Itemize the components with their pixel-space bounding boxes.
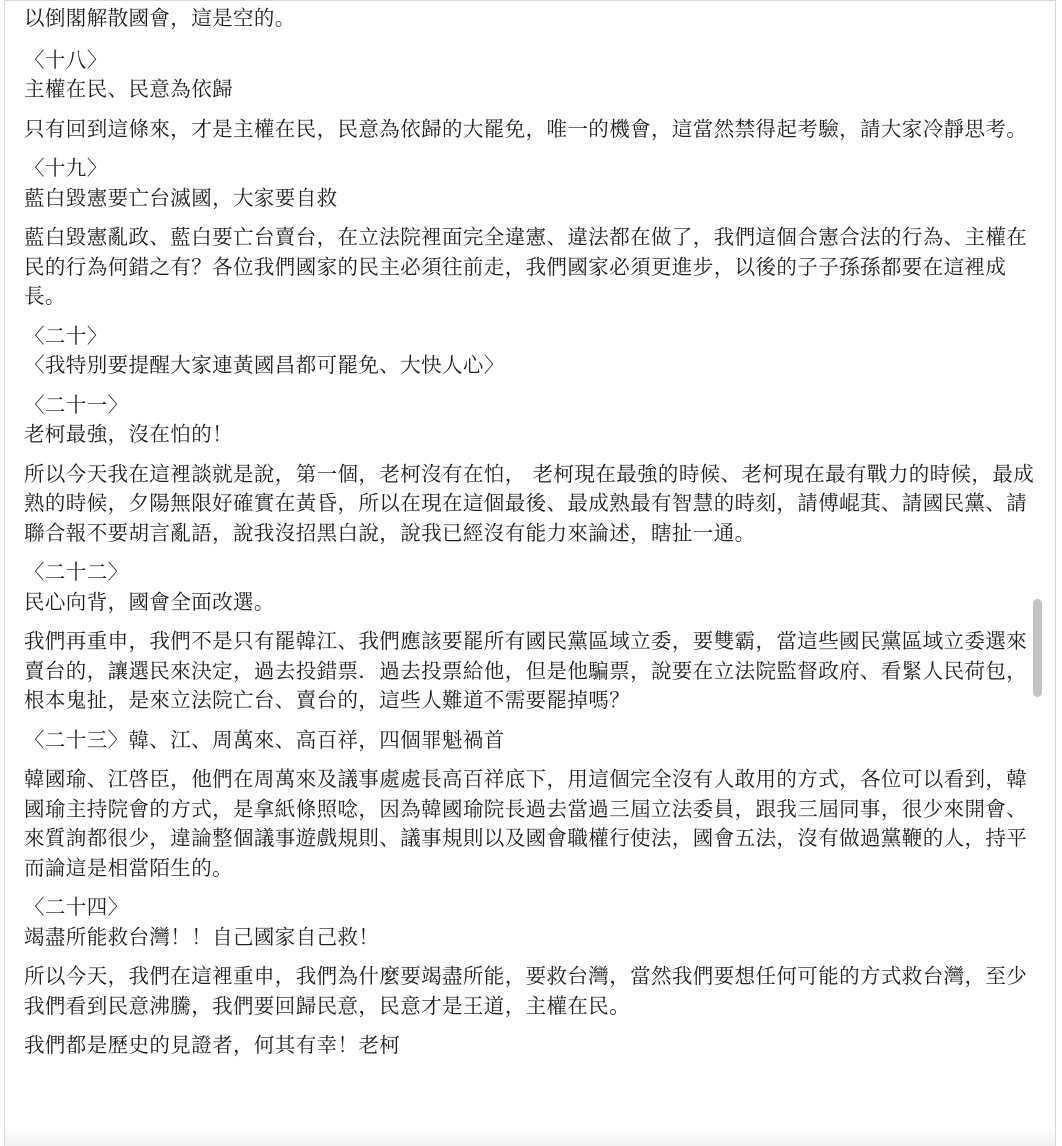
section-title-20: 〈我特別要提醒大家連黃國昌都可罷免、大快人心〉: [24, 353, 505, 377]
bottom-fade: [5, 1126, 1055, 1146]
paragraph: 韓國瑜、江啓臣，他們在周萬來及議事處處長高百祥底下，用這個完全沒有人敢用的方式，各位可以看到，韓國瑜主持院會的方式，是拿紙條照唸，因為韓國瑜院長過去當過三屆立法委員，跟我三屆同事，很少來開會、來質詢都很少，違論整個議事遊戲規則、議事規則以及國會職權行使法，國會五法，沒有做過黨鞭的人，持平而論這是相當陌生的。: [24, 767, 1028, 880]
post-signature: 我們都是歷史的見證者，何其有幸！老柯: [24, 1033, 401, 1057]
section-heading-21: 〈二十一〉: [24, 392, 129, 417]
section-heading-20: 〈二十〉: [24, 323, 108, 348]
paragraph: 以倒閣解散國會，這是空的。: [24, 6, 296, 30]
section-heading-19: 〈十九〉: [24, 156, 108, 180]
section-heading-18: 〈十八〉: [24, 47, 108, 72]
section-heading-22: 〈二十二〉: [24, 560, 129, 584]
section-title-18: 主權在民、民意為依歸: [24, 77, 233, 101]
paragraph: 所以今天，我們在這裡重申，我們為什麼要竭盡所能，要救台灣，當然我們要想任何可能的方式救台灣，至少我們看到民意沸騰，我們要回歸民意，民意才是王道，主權在民。: [24, 964, 1028, 1018]
post-body: [24, 4, 1044, 1061]
paragraph: 我們再重申，我們不是只有罷韓江、我們應該要罷所有國民黨區域立委，要雙霸，當這些國民黨區域立委選來賣台的，讓選民來決定，過去投錯票．過去投票給他，但是他騙票，說要在立法院監督政府、看緊人民荷包，根本鬼扯，是來立法院亡台、賣台的，這些人難道不需要罷掉嗎？: [24, 629, 1028, 712]
section-title-21: 老柯最強，沒在怕的！: [24, 422, 233, 446]
section-heading-24: 〈二十四〉: [24, 895, 129, 919]
section-title-24: 竭盡所能救台灣！！自己國家自己救！: [24, 924, 380, 949]
section-title-22: 民心向背，國會全面改選。: [24, 589, 275, 614]
section-heading-23: 〈二十三〉韓、江、周萬來、高百祥，四個罪魁禍首: [24, 727, 505, 752]
paragraph: 所以今天我在這裡談就是說，第一個，老柯沒有在怕， 老柯現在最強的時候、老柯現在最有戰力的時候，最成熟的時候，夕陽無限好確實在黃昏，所以在現在這個最後、最成熟最有智慧的時刻，請傅崐萁、請國民黨、請聯合報不要胡言亂語，說我沒招黑白說，說我已經沒有能力來論述，瞎扯一通。: [24, 461, 1035, 545]
paragraph: 藍白毀憲亂政、藍白要亡台賣台，在立法院裡面完全違憲、違法都在做了，我們這個合憲合法的行為、主權在民的行為何錯之有？各位我們國家的民主必須往前走，我們國家必須更進步，以後的子子孫孫都要在這裡成長。: [24, 225, 1028, 308]
section-title-19: 藍白毀憲要亡台滅國，大家要自救: [24, 185, 338, 210]
post-frame: [4, 0, 1056, 1146]
paragraph: 只有回到這條來，才是主權在民，民意為依歸的大罷免，唯一的機會，這當然禁得起考驗，請大家冷靜思考。: [24, 116, 1028, 141]
scrollbar-thumb[interactable]: [1033, 599, 1042, 697]
